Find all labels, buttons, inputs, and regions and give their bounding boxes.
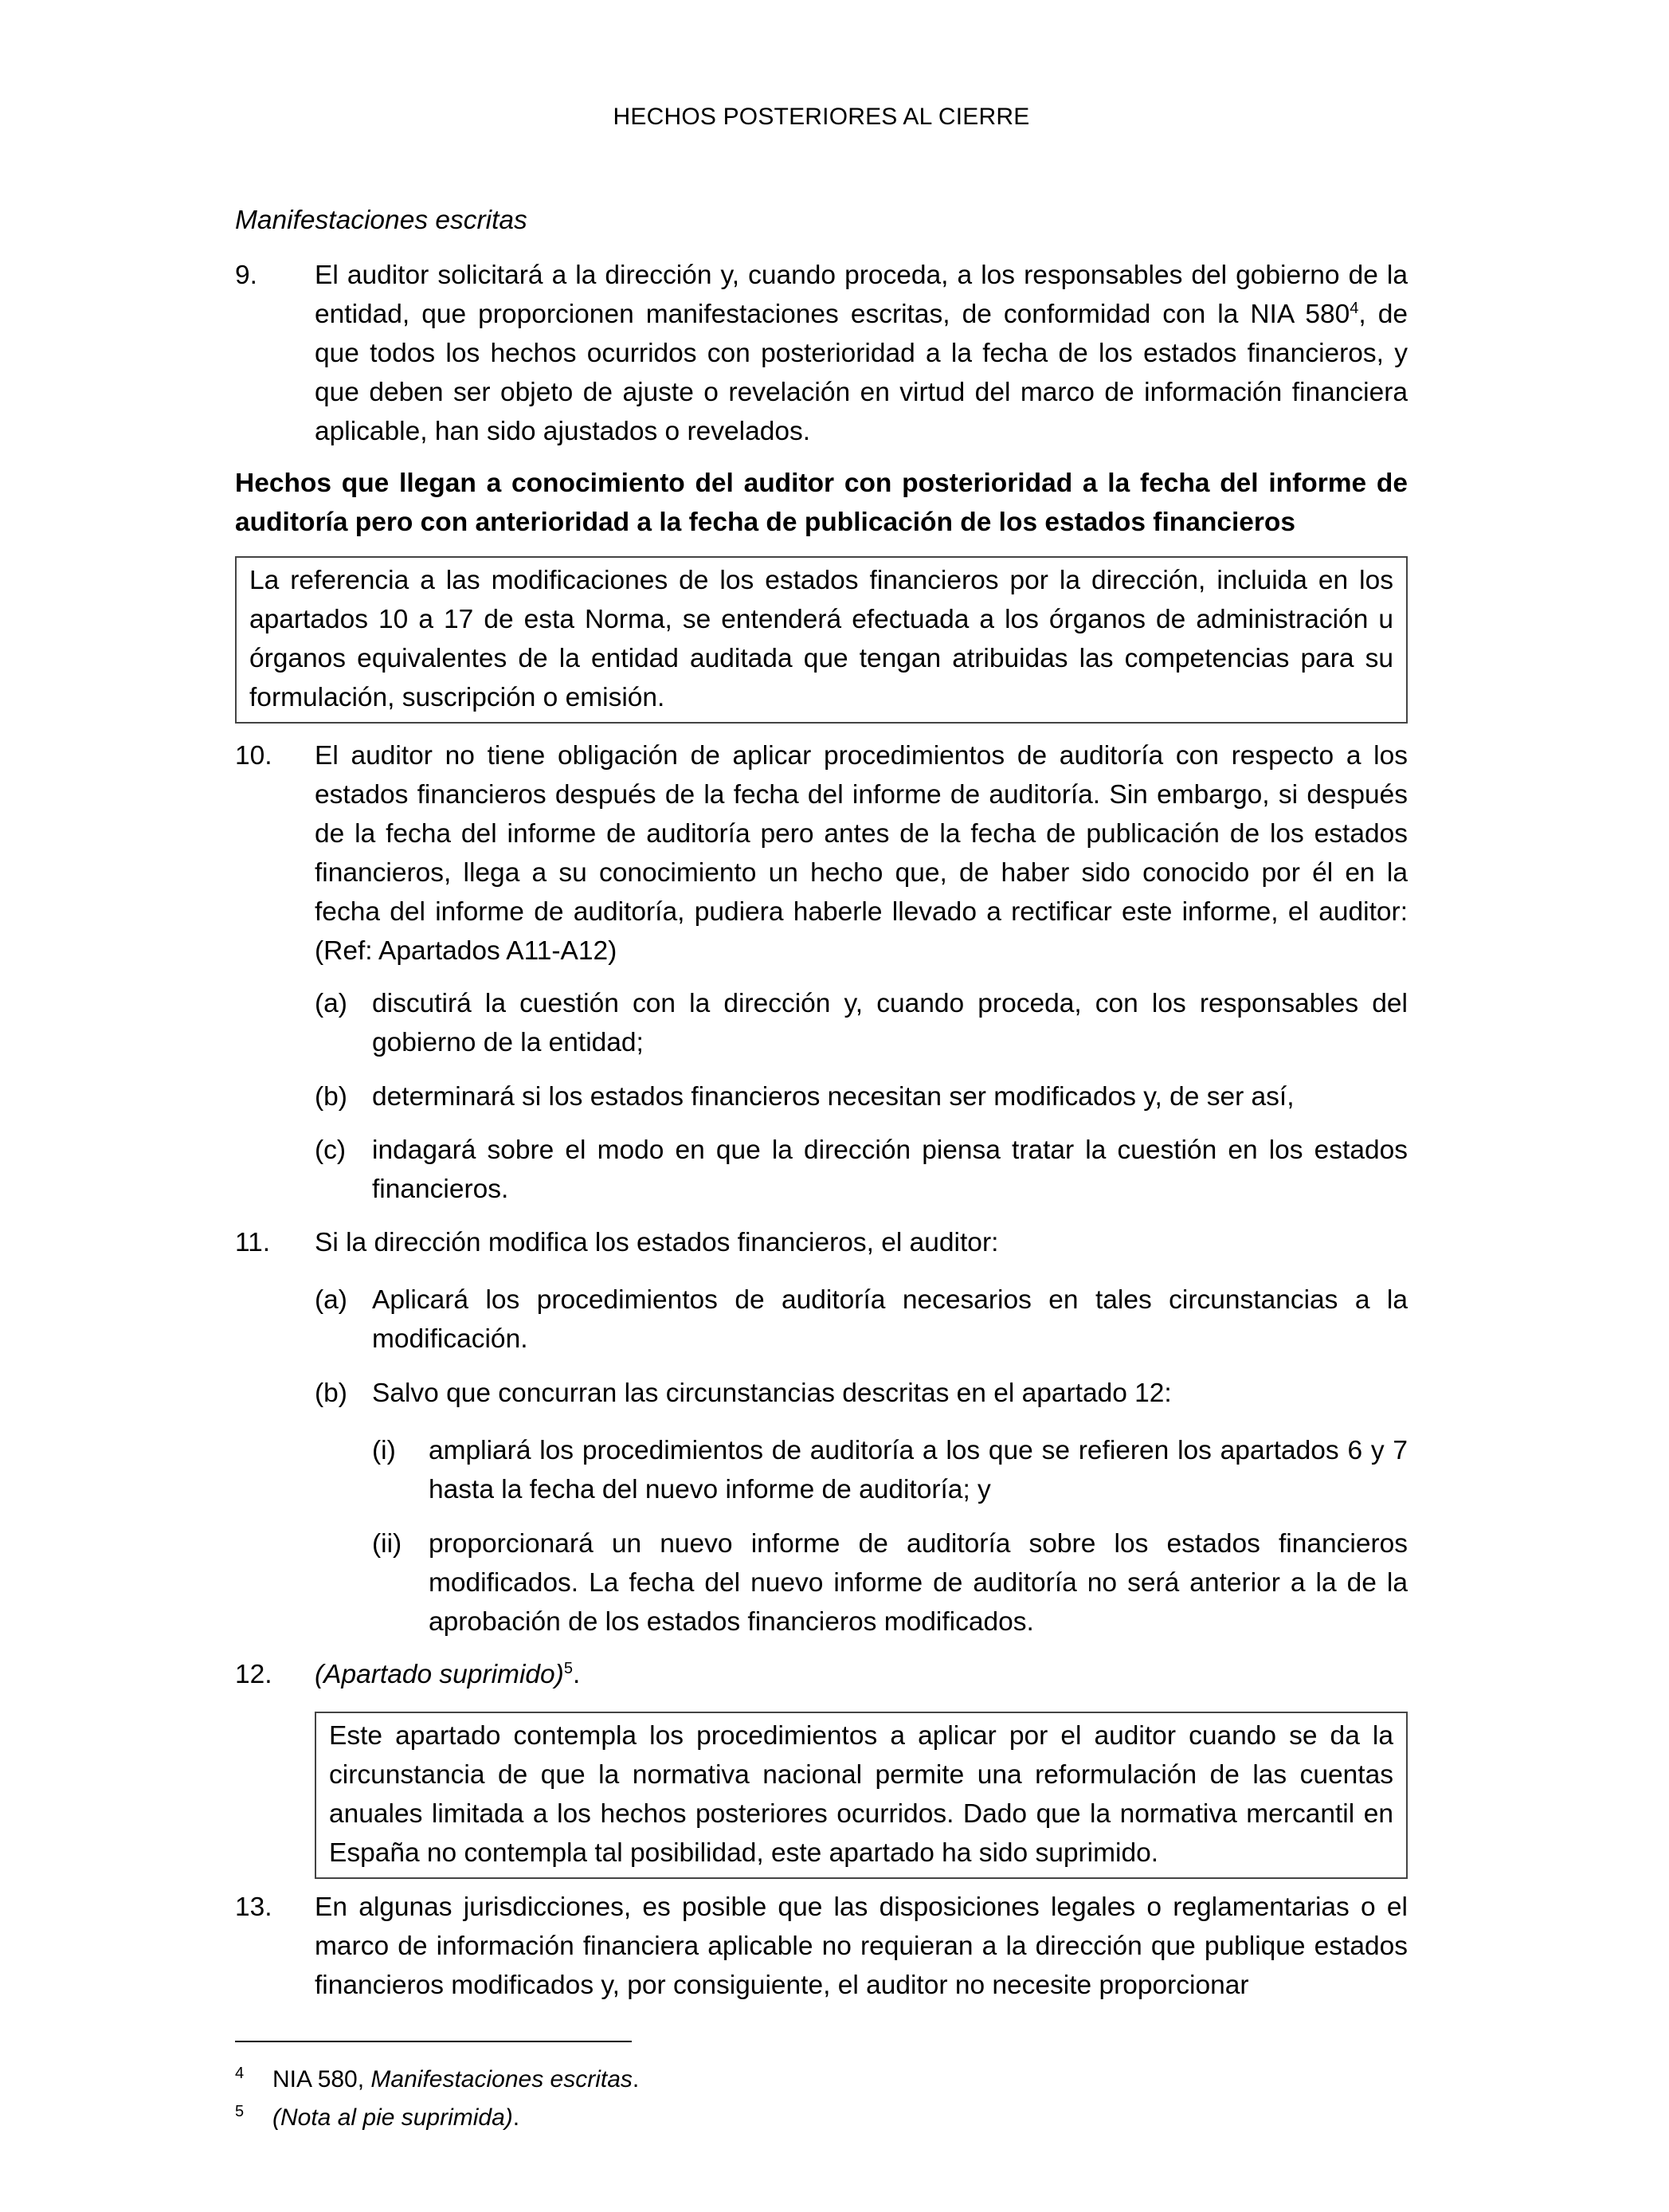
- paragraph-number: 13.: [235, 1892, 272, 1922]
- paragraph-12: [235, 1655, 1408, 1694]
- paragraph-number: 10.: [235, 741, 272, 771]
- sublist-item-i: [372, 1431, 1408, 1509]
- sublist-text: ampliará los procedimientos de auditoría a los que se refieren los apartados 6 y 7 hasta la fecha del nuevo informe de auditoría; y: [429, 1436, 1408, 1504]
- paragraph-number: 11.: [235, 1228, 271, 1257]
- paragraph-number: 9.: [235, 261, 257, 290]
- list-label: (a): [315, 1285, 347, 1315]
- paragraph-10: [235, 736, 1408, 971]
- footnote-ref[interactable]: 5: [563, 1659, 573, 1677]
- footnote-ref[interactable]: 4: [1350, 299, 1359, 317]
- list-text: determinará si los estados financieros necesitan ser modificados y, de ser así,: [372, 1082, 1295, 1112]
- sublist-item-ii: [372, 1524, 1408, 1641]
- footnote-5: [235, 2102, 519, 2134]
- paragraph-body: En algunas jurisdicciones, es posible que las disposiciones legales o reglamentarias o el marco de información financiera aplicable no requieran a la dirección que publique estados financieros modificados y, por consiguiente, el auditor no necesite proporcionar: [315, 1892, 1408, 2000]
- section-title: Manifestaciones escritas: [235, 206, 527, 235]
- list-item-11a: [315, 1281, 1408, 1359]
- list-label: (c): [315, 1135, 347, 1165]
- footnote-end: .: [632, 2066, 640, 2092]
- paragraph-body: [315, 1655, 1408, 1694]
- sublist-label: (i): [372, 1436, 396, 1465]
- list-text: Salvo que concurran las circunstancias descritas en el apartado 12:: [372, 1379, 1172, 1408]
- list-text: discutirá la cuestión con la dirección y, cuando proceda, con los responsables del gobierno de la entidad;: [372, 989, 1408, 1057]
- sublist-label: (ii): [372, 1529, 402, 1559]
- list-item-10a: [315, 984, 1408, 1062]
- running-header: HECHOS POSTERIORES AL CIERRE: [613, 104, 1030, 130]
- note-box-2: Este apartado contempla los procedimientos a aplicar por el auditor cuando se da la circunstancia de que la normativa nacional permite una reformulación de las cuentas anuales limitada a los hechos posteriores ocurridos. Dado que la normativa mercantil en España no contempla tal posibilidad, este apartado ha sido suprimido.: [315, 1712, 1408, 1879]
- paragraph-9: [235, 256, 1408, 451]
- list-label: (b): [315, 1082, 347, 1112]
- list-item-10b: [315, 1077, 1408, 1116]
- list-item-11b: [315, 1374, 1408, 1413]
- list-item-10c: [315, 1131, 1408, 1209]
- paragraph-number: 12.: [235, 1660, 272, 1689]
- footnote-end: .: [512, 2104, 520, 2131]
- list-text: Aplicará los procedimientos de auditoría necesarios en tales circunstancias a la modificación.: [372, 1285, 1408, 1354]
- list-label: (b): [315, 1379, 347, 1408]
- footnote-text: NIA 580,: [272, 2066, 371, 2092]
- paragraph-text-cont: , de que todos los hechos ocurridos con posterioridad a la fecha de los estados financieros, y que deben ser objeto de ajuste o revelación en virtud del marco de información financiera aplicable, han sido ajustados o revelados.: [315, 300, 1408, 446]
- footnote-separator: [235, 2041, 632, 2042]
- paragraph-body: [315, 256, 1408, 451]
- note-box-1: La referencia a las modificaciones de los estados financieros por la dirección, incluida en los apartados 10 a 17 de esta Norma, se entenderá efectuada a los órganos de administración u órganos equivalentes de la entidad auditada que tengan atribuidas las competencias para su formulación, suscripción o emisión.: [235, 556, 1408, 724]
- list-text: indagará sobre el modo en que la dirección piensa tratar la cuestión en los estados financieros.: [372, 1135, 1408, 1204]
- footnote-italic: Manifestaciones escritas: [370, 2066, 633, 2092]
- paragraph-body: Si la dirección modifica los estados financieros, el auditor:: [315, 1228, 999, 1257]
- paragraph-text: El auditor solicitará a la dirección y, cuando proceda, a los responsables del gobierno de la entidad, que proporcionen manifestaciones escritas, de conformidad con la NIA 580: [315, 261, 1408, 329]
- paragraph-text-cont: .: [572, 1660, 581, 1689]
- footnote-number: 4: [235, 2065, 245, 2082]
- footnote-4: [235, 2064, 639, 2096]
- paragraph-text: (Apartado suprimido): [315, 1660, 564, 1689]
- section-heading: Hechos que llegan a conocimiento del auditor con posterioridad a la fecha del informe de auditoría pero con anterioridad a la fecha de publicación de los estados financieros: [235, 469, 1408, 537]
- footnote-number: 5: [235, 2103, 245, 2120]
- list-label: (a): [315, 989, 347, 1018]
- paragraph-13: [235, 1888, 1408, 2005]
- paragraph-11: [235, 1223, 1408, 1262]
- footnote-italic: (Nota al pie suprimida): [272, 2104, 513, 2131]
- sublist-text: proporcionará un nuevo informe de auditoría sobre los estados financieros modificados. La fecha del nuevo informe de auditoría no será anterior a la de la aprobación de los estados financieros modificados.: [429, 1529, 1408, 1637]
- paragraph-body: El auditor no tiene obligación de aplicar procedimientos de auditoría con respecto a los estados financieros después de la fecha del informe de auditoría. Sin embargo, si después de la fecha del informe de auditoría pero antes de la fecha de publicación de los estados financieros, llega a su conocimiento un hecho que, de haber sido conocido por él en la fecha del informe de auditoría, pudiera haberle llevado a rectificar este informe, el auditor: (Ref: Apartados A11-A12): [315, 741, 1408, 966]
